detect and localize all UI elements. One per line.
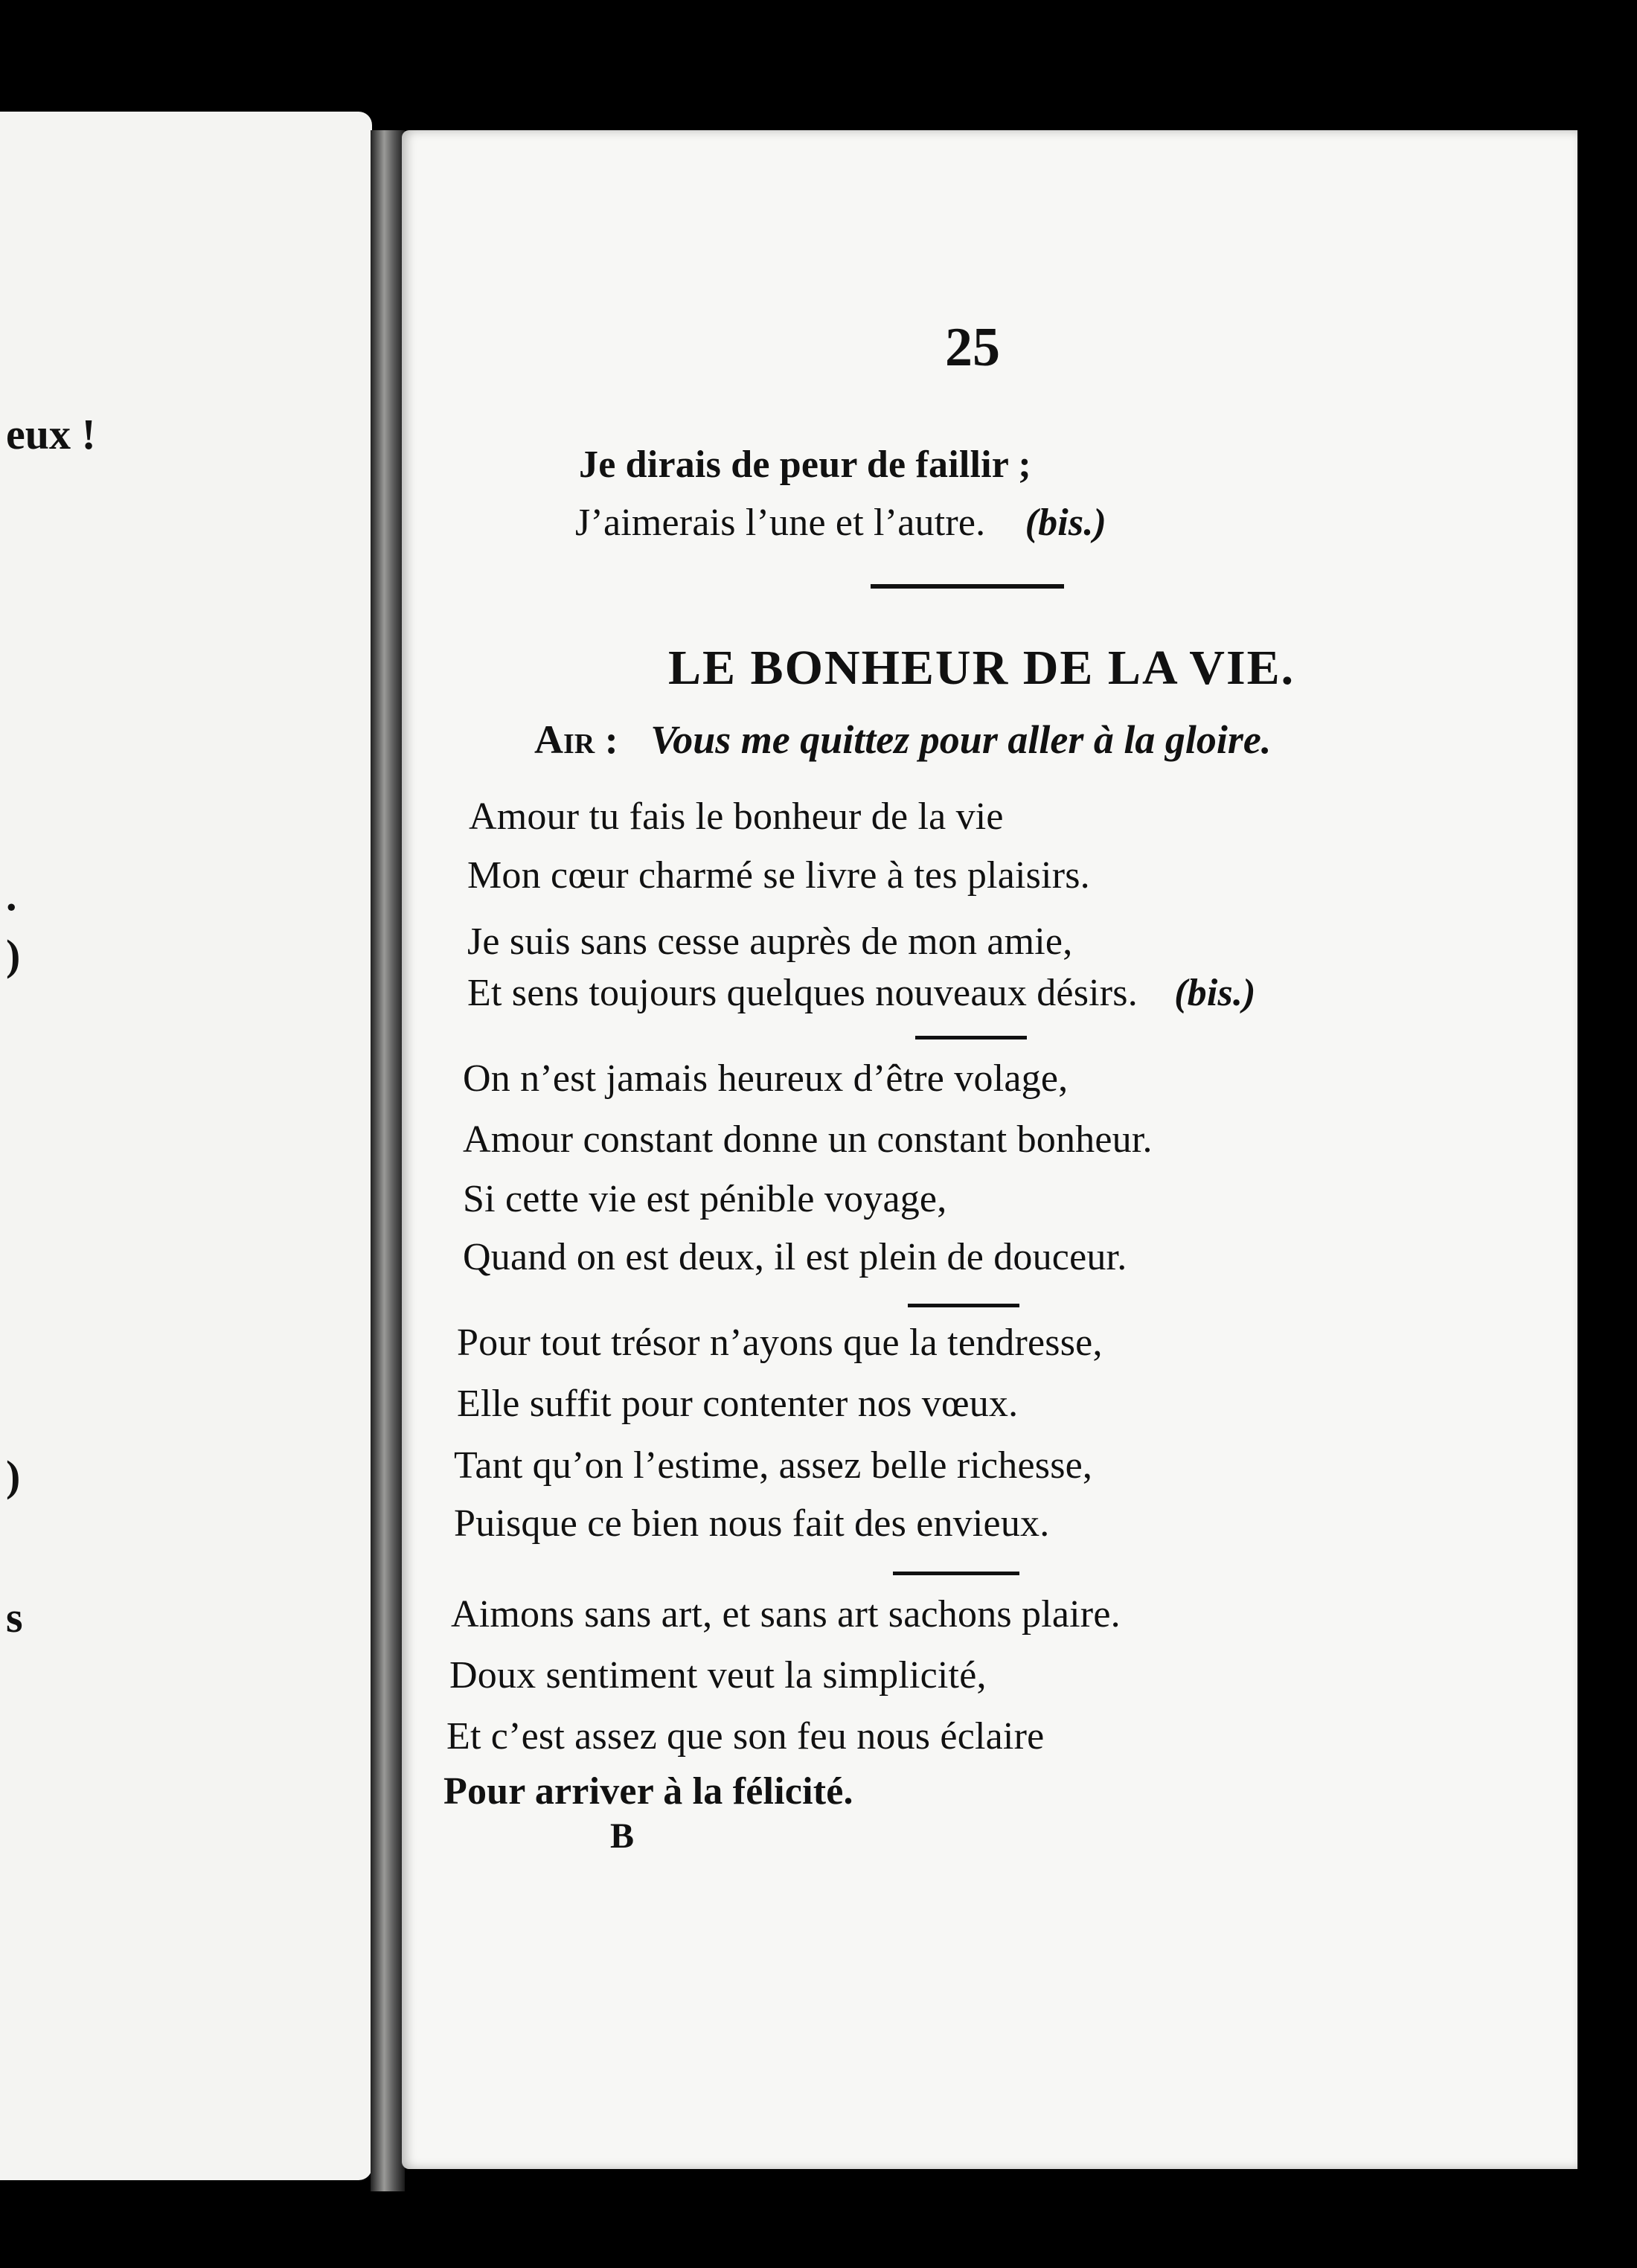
air-line [534, 717, 1271, 763]
verse-line: On n’est jamais heureux d’être volage, [463, 1057, 1069, 1100]
left-page [0, 112, 372, 2180]
page-number: 25 [945, 317, 1000, 378]
song-title: LE BONHEUR DE LA VIE. [668, 641, 1295, 695]
verse-line: Pour arriver à la félicité. [443, 1770, 853, 1813]
air-label: Air : [534, 717, 618, 762]
verse-line: J’aimerais l’une et l’autre. (bis.) [575, 502, 1107, 544]
verse-line: Si cette vie est pénible voyage, [463, 1178, 947, 1220]
signature-mark: B [610, 1816, 635, 1856]
verse-line: Mon cœur charmé se livre à tes plaisirs. [467, 854, 1090, 897]
verse-line: Puisque ce bien nous fait des envieux. [454, 1502, 1050, 1545]
verse-line: Doux sentiment veut la simplicité, [449, 1654, 987, 1697]
verse-line: Amour tu fais le bonheur de la vie [469, 795, 1004, 838]
air-tune: Vous me quittez pour aller à la gloire. [650, 717, 1272, 762]
verse-line: Quand on est deux, il est plein de douceur. [463, 1236, 1127, 1278]
verse-line: Pour tout trésor n’ayons que la tendresse, [457, 1322, 1103, 1364]
left-fragment: s [6, 1593, 23, 1641]
verse-line: Tant qu’on l’estime, assez belle richesse, [454, 1444, 1093, 1487]
stanza-divider [915, 1036, 1027, 1040]
verse-line: Et c’est assez que son feu nous éclaire [446, 1715, 1045, 1758]
stanza-divider [893, 1572, 1019, 1575]
section-divider [871, 584, 1064, 589]
book-gutter [371, 130, 405, 2191]
left-fragment: eux ! [6, 410, 96, 458]
verse-line: Je dirais de peur de faillir ; [579, 443, 1031, 486]
refrain-mark: (bis.) [1025, 502, 1107, 544]
verse-line: Aimons sans art, et sans art sachons plaire. [451, 1593, 1121, 1636]
left-fragment: ) [6, 1452, 21, 1500]
left-fragment: ) [6, 931, 21, 979]
verse-line: Et sens toujours quelques nouveaux désirs. (bis.) [467, 972, 1256, 1014]
left-fragment: . [6, 871, 17, 920]
verse-line: Je suis sans cesse auprès de mon amie, [467, 920, 1073, 963]
refrain-mark: (bis.) [1174, 972, 1256, 1014]
stanza-divider [908, 1304, 1019, 1307]
verse-line: Elle suffit pour contenter nos vœux. [457, 1383, 1019, 1425]
verse-line: Amour constant donne un constant bonheur. [463, 1118, 1153, 1161]
